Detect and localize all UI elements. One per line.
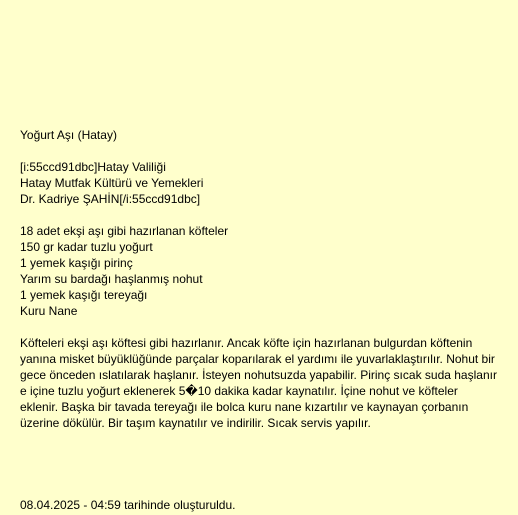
- ingredient-item: Kuru Nane: [20, 304, 78, 318]
- source-line: Dr. Kadriye ŞAHİN[/i:55ccd91dbc]: [20, 192, 201, 206]
- generated-timestamp: 08.04.2025 - 04:59 tarihinde oluşturuldu.: [20, 498, 236, 512]
- ingredient-item: 1 yemek kaşığı tereyağı: [20, 288, 148, 302]
- source-line: Hatay Mutfak Kültürü ve Yemekleri: [20, 176, 204, 190]
- ingredient-item: 18 adet ekşi aşı gibi hazırlanan köfteler: [20, 224, 229, 238]
- instructions-paragraph: Köfteleri ekşi aşı köftesi gibi hazırlanır. Ancak köfte için hazırlanan bulgurdan köftenin yanına misket büyüklüğünde parçalar koparılarak el yardımı ile yuvarlaklaştırılır. Nohut bir gece önceden ıslatılarak haşlanır. İsteyen nohutsuzda yapabilir. Pirinç sıcak suda haşlanır e içine tuzlu yoğurt eklenerek 5�10 dakika kadar kaynatılır. İçine nohut ve köfteler eklenir. Başka bir tavada tereyağı ile bolca kuru nane kızartılır ve kaynayan çorbanın üzerine dökülür. Bir taşım kaynatılır ve indirilir. Sıcak servis yapılır.: [20, 336, 497, 430]
- ingredient-item: Yarım su bardağı haşlanmış nohut: [20, 272, 203, 286]
- ingredient-item: 1 yemek kaşığı pirinç: [20, 256, 133, 270]
- recipe-title: Yoğurt Aşı (Hatay): [20, 128, 117, 142]
- ingredients-list: [20, 223, 498, 319]
- ingredient-item: 150 gr kadar tuzlu yoğurt: [20, 240, 153, 254]
- recipe-document: [20, 127, 498, 431]
- source-line: [i:55ccd91dbc]Hatay Valiliği: [20, 160, 166, 174]
- source-block: [20, 159, 498, 207]
